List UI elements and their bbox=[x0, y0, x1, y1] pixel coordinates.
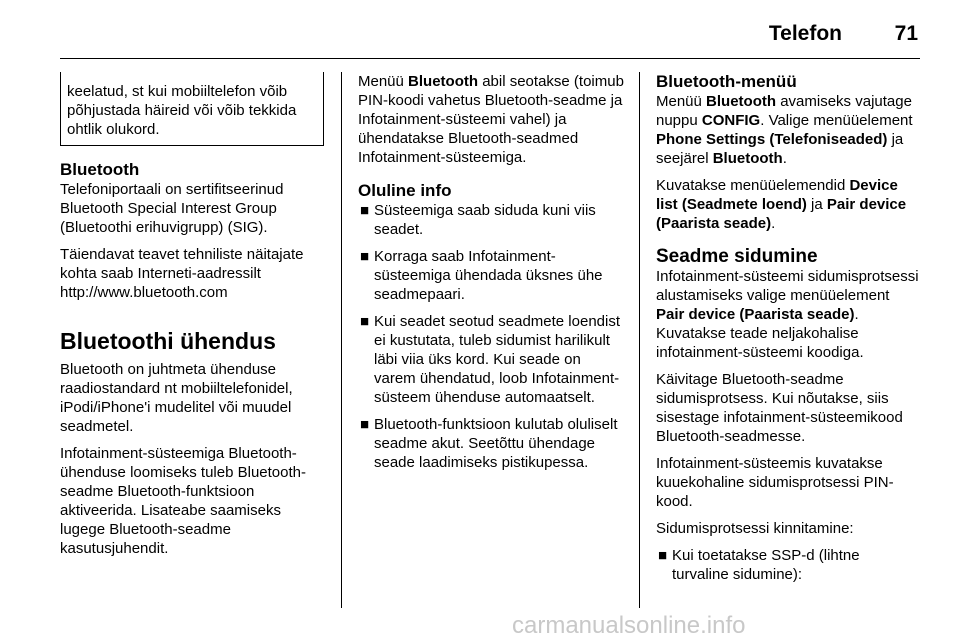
list-item bbox=[656, 546, 920, 584]
page-header bbox=[60, 18, 920, 59]
list-item-text: Kui seadet seotud seadmete loendist ei kustutata, tuleb sidumist harilikult läbi viia üks kord. Kui seade on varem ühendatud, loob Infotainment-süsteem ühenduse automaatselt. bbox=[374, 313, 620, 406]
list-item-text: Bluetooth-funktsioon kulutab oluliselt seadme akut. Seetõttu ühendage seade laadimiseks pistikupessa. bbox=[374, 416, 618, 471]
list-item bbox=[358, 312, 624, 407]
column-divider-1 bbox=[341, 72, 342, 608]
pairing-paragraph-4: Sidumisprotsessi kinnitamine: bbox=[656, 520, 854, 537]
text-span: ja bbox=[806, 196, 827, 213]
menu-paragraph-2 bbox=[656, 176, 920, 233]
bold-term: Device list (Seadmete loend) bbox=[656, 177, 898, 213]
list-item-text: Süsteemiga saab siduda kuni viis seadet. bbox=[374, 202, 596, 238]
column-left bbox=[60, 72, 324, 566]
pairing-paragraph-1 bbox=[656, 267, 920, 362]
bluetooth-paragraph-2: Täiendavat teavet tehniliste näitajate kohta saab Interneti-aadressilt http://www.bluetooth.com bbox=[60, 246, 304, 301]
bold-term: Bluetooth bbox=[408, 73, 479, 90]
note-text: keelatud, st kui mobiiltelefon võib põhjustada häireid või võib tekkida ohtlik olukord. bbox=[67, 83, 297, 138]
text-span: abil seotakse (toimub PIN-koodi vahetus Bluetooth-seadme ja Infotainment-süsteemi vahel) ja ühendatakse Bluetooth-seadmed Infotainment-süsteemiga. bbox=[358, 73, 624, 166]
important-info-heading: Oluline info bbox=[358, 181, 452, 200]
bluetooth-paragraph-1: Telefoniportaali on sertifitseerinud Bluetooth Special Interest Group (Bluetoothi erihuvigrupp) (SIG). bbox=[60, 181, 284, 236]
text-span: Menüü bbox=[656, 93, 707, 110]
bold-term: Pair device (Paarista seade) bbox=[656, 306, 855, 323]
menu-paragraph-1 bbox=[656, 92, 920, 168]
list-item-text: Korraga saab Infotainment-süsteemiga ühendada üksnes ühe seadmepaari. bbox=[374, 248, 603, 303]
text-span: ja seejärel bbox=[656, 131, 904, 167]
pairing-paragraph-3: Infotainment-süsteemis kuvatakse kuuekohaline sidumisprotsessi PIN-kood. bbox=[656, 455, 894, 510]
list-item bbox=[358, 201, 624, 239]
bullet-icon: ■ bbox=[360, 248, 370, 265]
bold-term: Phone Settings (Telefoniseaded) bbox=[656, 131, 888, 148]
info-bullet-list bbox=[358, 201, 624, 472]
connection-paragraph-1: Bluetooth on juhtmeta ühenduse raadiostandard nt mobiiltelefonidel, iPodi/iPhone'i mudelitel või muudel seadmetel. bbox=[60, 361, 293, 435]
list-item bbox=[358, 415, 624, 472]
menu-intro-paragraph bbox=[358, 72, 624, 167]
text-span: . bbox=[782, 150, 787, 167]
text-span: Infotainment-süsteemi sidumisprotsessi alustamiseks valige menüüelement bbox=[656, 268, 919, 304]
bluetooth-menu-heading: Bluetooth-menüü bbox=[656, 72, 797, 91]
list-item bbox=[358, 247, 624, 304]
note-box bbox=[60, 72, 324, 146]
text-span: avamiseks vajutage nuppu bbox=[656, 93, 912, 129]
text-span: . Valige menüüelement bbox=[760, 112, 913, 129]
text-span: Kuvatakse menüüelemendid bbox=[656, 177, 850, 194]
pairing-paragraph-2: Käivitage Bluetooth-seadme sidumisprotsess. Kui nõutakse, siis sisestage infotainment-süsteemikood Bluetooth-seadmesse. bbox=[656, 371, 903, 445]
column-middle bbox=[358, 72, 624, 480]
page-title: Telefon bbox=[768, 22, 842, 45]
bold-term: Pair device (Paarista seade) bbox=[656, 196, 907, 232]
text-span: . bbox=[771, 215, 776, 232]
pairing-heading: Seadme sidumine bbox=[656, 246, 818, 267]
column-divider-2 bbox=[639, 72, 640, 608]
connection-heading: Bluetoothi ühendus bbox=[60, 328, 276, 354]
list-item-text: Kui toetatakse SSP-d (lihtne turvaline sidumine): bbox=[672, 547, 860, 583]
bullet-icon: ■ bbox=[658, 547, 668, 564]
text-span: Menüü bbox=[358, 73, 409, 90]
bullet-icon: ■ bbox=[360, 202, 370, 219]
bullet-icon: ■ bbox=[360, 416, 370, 433]
text-span: . Kuvatakse teade neljakohalise infotainment-süsteemi koodiga. bbox=[656, 306, 864, 361]
watermark: carmanualsonline.info bbox=[512, 612, 746, 639]
bold-term: Bluetooth bbox=[706, 93, 777, 110]
page-number: 71 bbox=[894, 22, 918, 45]
bold-term: Bluetooth bbox=[712, 150, 783, 167]
bluetooth-heading: Bluetooth bbox=[60, 160, 140, 179]
column-right bbox=[656, 72, 920, 592]
bold-term: CONFIG bbox=[701, 112, 761, 129]
bullet-icon: ■ bbox=[360, 313, 370, 330]
pairing-bullet-list bbox=[656, 546, 920, 584]
connection-paragraph-2: Infotainment-süsteemiga Bluetooth-ühenduse loomiseks tuleb Bluetooth-seadme Bluetooth-funktsioon aktiveerida. Lisateabe saamiseks lugege Bluetooth-seadme kasutusjuhendit. bbox=[60, 445, 306, 557]
